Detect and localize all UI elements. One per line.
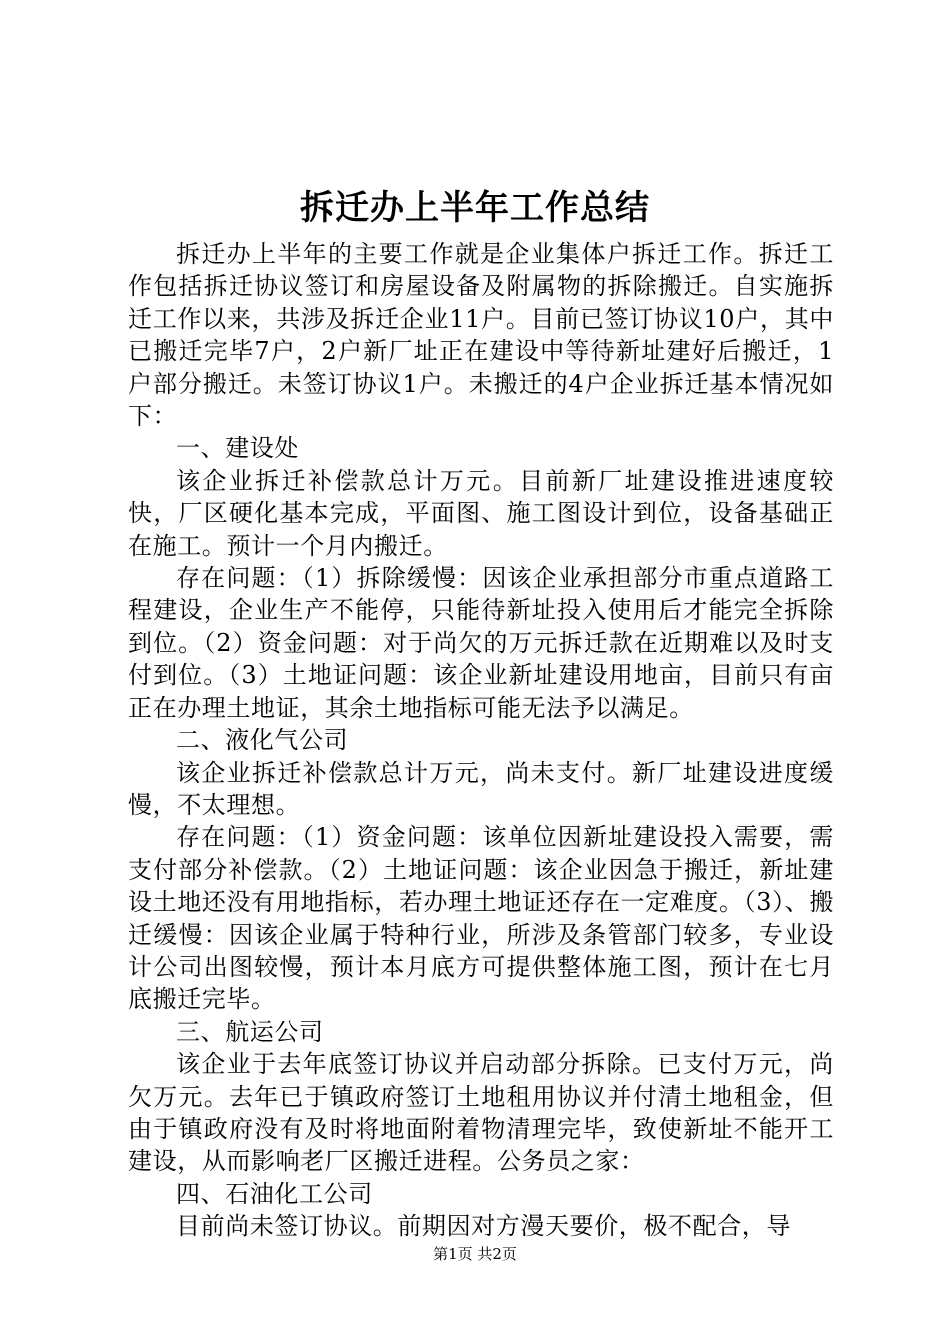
section-2-issues-paragraph: 存在问题：（1）资金问题：该单位因新址建设投入需要，需支付部分补偿款。（2）土地证问题：该企业因急于搬迁，新址建设土地还没有用地指标，若办理土地证还存在一定难度。（3）、搬迁缓慢：因该企业属于特种行业，所涉及条管部门较多，专业设计公司出图较慢，预计本月底方可提供整体施工图，预计在七月底搬迁完毕。: [128, 823, 834, 1014]
section-heading-3: 三、航运公司: [176, 1017, 324, 1046]
page-footer: 第1页 共2页: [433, 1245, 517, 1263]
section-1-paragraph: 该企业拆迁补偿款总计万元。目前新厂址建设推进速度较快，厂区硬化基本完成，平面图、施工图设计到位，设备基础正在施工。预计一个月内搬迁。: [128, 466, 834, 560]
section-4-paragraph: 目前尚未签订协议。前期因对方漫天要价，极不配合，导: [176, 1212, 791, 1241]
section-heading-4: 四、石油化工公司: [176, 1179, 373, 1208]
section-1-issues-paragraph: 存在问题：（1）拆除缓慢：因该企业承担部分市重点道路工程建设，企业生产不能停，只能待新址投入使用后才能完全拆除到位。（2）资金问题：对于尚欠的万元拆迁款在近期难以及时支付到位。（3）土地证问题：该企业新址建设用地亩，目前只有亩正在办理土地证，其余土地指标可能无法予以满足。: [128, 564, 834, 722]
intro-paragraph: 拆迁办上半年的主要工作就是企业集体户拆迁工作。拆迁工作包括拆迁协议签订和房屋设备及附属物的拆除搬迁。自实施拆迁工作以来，共涉及拆迁企业11户。目前已签订协议10户，其中已搬迁完毕7户，2户新厂址正在建设中等待新址建好后搬迁，1户部分搬迁。未签订协议1户。未搬迁的4户企业拆迁基本情况如下：: [128, 240, 834, 431]
section-2-paragraph: 该企业拆迁补偿款总计万元，尚未支付。新厂址建设进度缓慢，不太理想。: [128, 758, 834, 819]
section-3-paragraph: 该企业于去年底签订协议并启动部分拆除。已支付万元，尚欠万元。去年已于镇政府签订土地租用协议并付清土地租金，但由于镇政府没有及时将地面附着物清理完毕，致使新址不能开工建设，从而影响老厂区搬迁进程。公务员之家：: [128, 1050, 834, 1176]
document-body: [128, 238, 834, 1243]
section-heading-2: 二、液化气公司: [176, 726, 349, 755]
document-title: 拆迁办上半年工作总结: [300, 188, 650, 228]
section-heading-1: 一、建设处: [176, 434, 299, 463]
